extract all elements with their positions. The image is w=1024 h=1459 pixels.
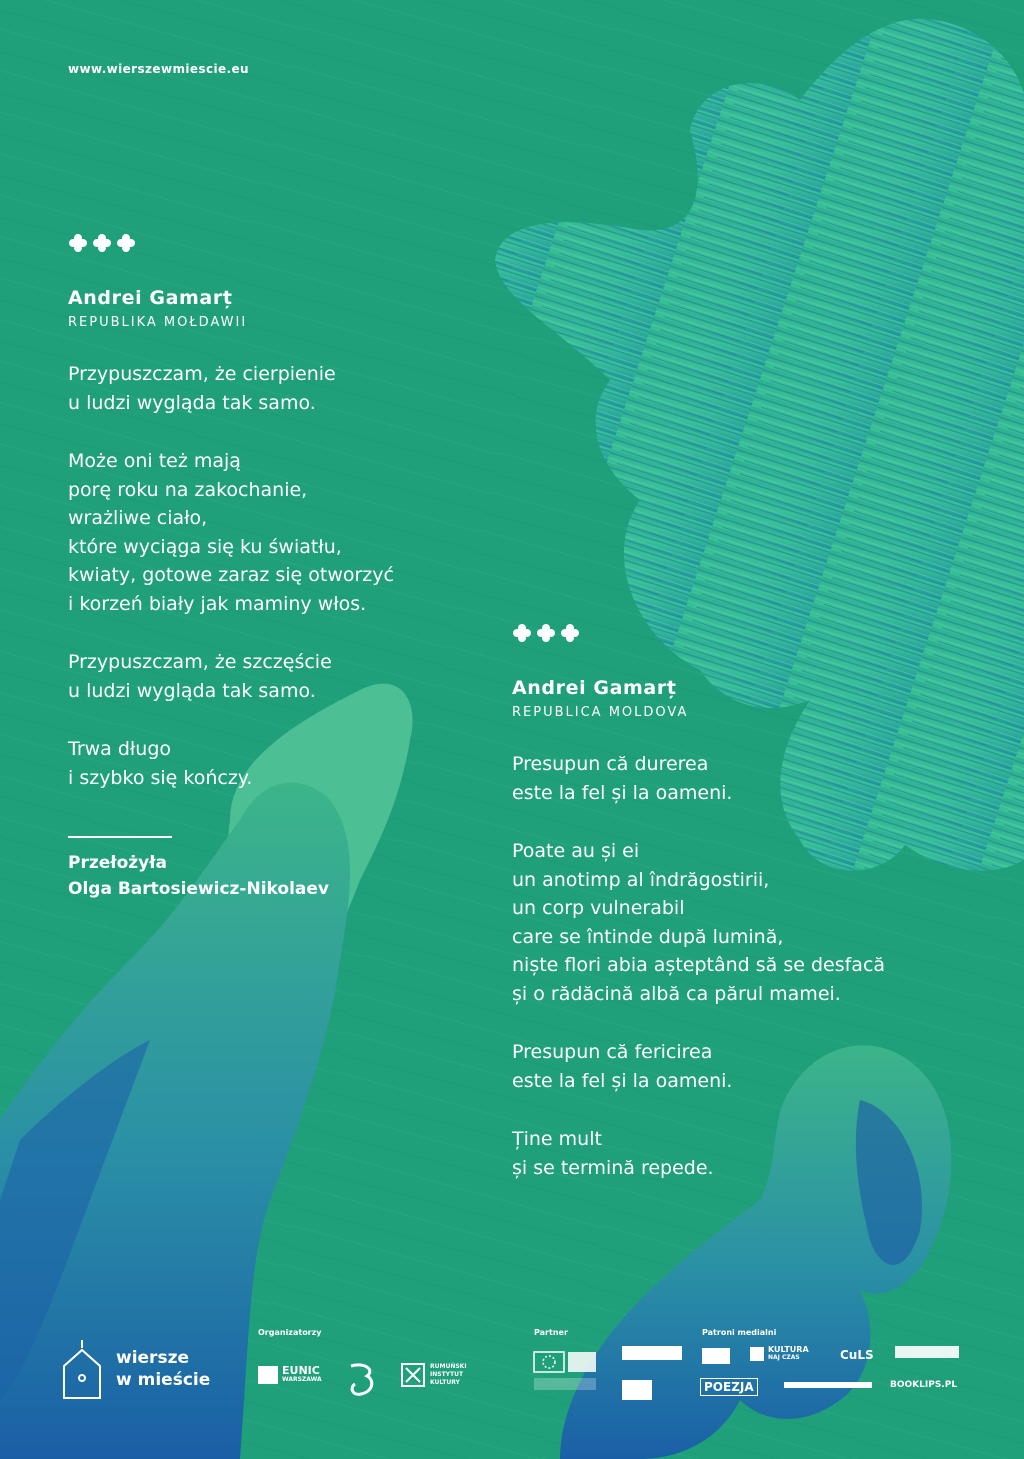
poem-line: i korzeń biały jak maminy włos. [68, 592, 367, 615]
flower-icon [536, 623, 556, 643]
flower-icon [68, 233, 88, 253]
flower-icon [92, 233, 112, 253]
eunic-name: EUNIC [282, 1364, 320, 1377]
poem-line: și se termină repede. [512, 1156, 714, 1179]
poem-line: porę roku na zakochanie, [68, 478, 308, 501]
flower-icon [116, 233, 136, 253]
organizers-label: Organizatorzy [258, 1328, 322, 1337]
translator-name: Olga Bartosiewicz-Nikolaev [68, 879, 329, 899]
poem-line: este la fel și la oameni. [512, 1069, 733, 1092]
kultura-sub: NAJ CZAS [768, 1354, 800, 1361]
project-name [116, 1347, 210, 1391]
culture-brand-logo[interactable]: CuLS [840, 1348, 874, 1362]
poem-line: Trwa długo [68, 738, 172, 760]
logo-line: wiersze [116, 1348, 189, 1368]
poem-line: niște flori abia așteptând să se desfacă [512, 954, 886, 976]
poem-line: Poate au și ei [512, 840, 640, 862]
media-patrons-label: Patroni medialni [702, 1328, 777, 1337]
poem-author: Andrei Gamarț [68, 287, 233, 309]
stanza [512, 750, 885, 807]
poem-line: Ține mult [512, 1128, 602, 1150]
flower-icon [512, 623, 532, 643]
poem-line: un anotimp al îndrăgostirii, [512, 868, 770, 891]
poem-line: Może oni też mają [68, 450, 241, 472]
city-house-icon [60, 1338, 104, 1400]
poem-line: și o rădăcină albă ca părul mamei. [512, 982, 841, 1005]
translation-credit [68, 850, 394, 902]
poem-line: Presupun că fericirea [512, 1041, 713, 1063]
poem-line: u ludzi wygląda tak samo. [68, 679, 316, 702]
stanza [68, 735, 394, 792]
poem-line: Przypuszczam, że cierpienie [68, 363, 336, 385]
flower-icons [68, 233, 394, 253]
divider [68, 836, 172, 838]
partner-label: Partner [534, 1328, 568, 1337]
stanza [512, 1125, 885, 1182]
poem-line: este la fel și la oameni. [512, 781, 733, 804]
poezja-text: POEZJA [700, 1378, 758, 1396]
poem-country: REPUBLIKA MOŁDAWII [68, 315, 248, 330]
bookline-logo[interactable]: BOOKLIPS.PL [890, 1380, 958, 1390]
poem-country: REPUBLICA MOLDOVA [512, 705, 689, 720]
poem-line: wrażliwe ciało, [68, 507, 208, 529]
rumunski-text: RUMUŃSKI INSTYTUT KULTURY [430, 1363, 467, 1386]
stanza [68, 648, 394, 705]
translation-label: Przełożyła [68, 853, 168, 873]
polish-poem [68, 233, 394, 902]
poem-line: Presupun că durerea [512, 753, 709, 775]
project-logo[interactable] [60, 1338, 210, 1400]
website-url[interactable]: www.wierszewmiescie.eu [68, 62, 249, 76]
stanza [68, 360, 394, 417]
stanza [68, 447, 394, 618]
poem-line: i szybko się kończy. [68, 766, 253, 789]
poem-line: un corp vulnerabil [512, 897, 685, 919]
poem-line: u ludzi wygląda tak samo. [68, 391, 316, 414]
poem-line: kwiaty, gotowe zaraz się otworzyć [68, 564, 394, 586]
poem-line: które wyciąga się ku światłu, [68, 535, 342, 558]
poem-line: Przypuszczam, że szczęście [68, 651, 332, 673]
stanza [512, 837, 885, 1008]
poem-author: Andrei Gamarț [512, 677, 677, 699]
romanian-poem [512, 623, 885, 1182]
stanza [512, 1038, 885, 1095]
logo-line: w mieście [116, 1370, 211, 1390]
flower-icon [560, 623, 580, 643]
flower-icons [512, 623, 885, 643]
poem-line: care se întinde după lumină, [512, 925, 784, 948]
eunic-sub: WARSZAWA [282, 1376, 322, 1383]
kultura-name: KULTURA [768, 1345, 809, 1354]
